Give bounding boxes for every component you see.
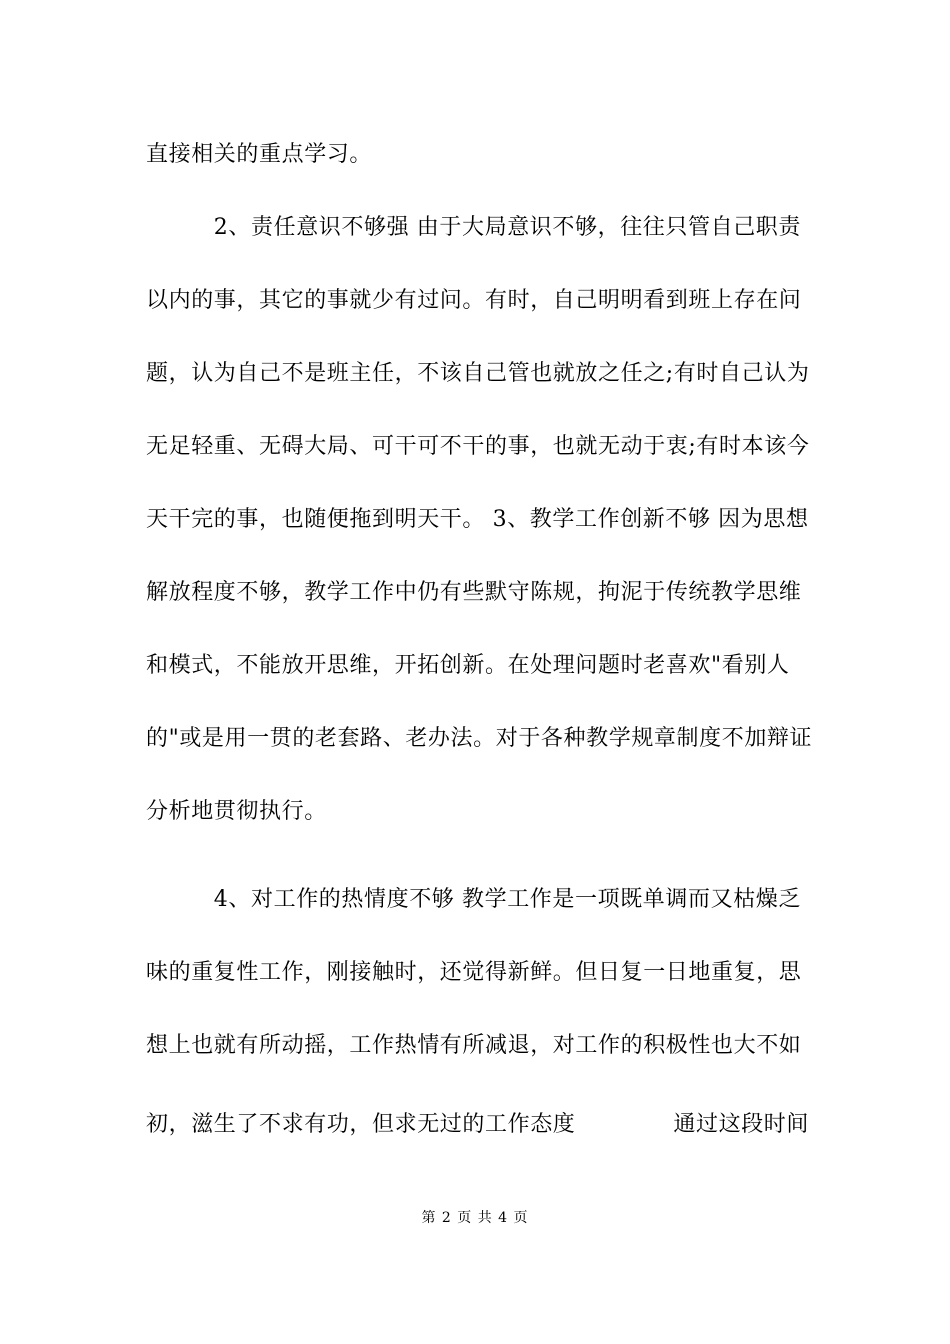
text-line: 直接相关的重点学习。: [146, 142, 373, 167]
text-line: 初，滋生了不求有功，但求无过的工作态度 通过这段时间: [146, 1112, 809, 1137]
text-line: 解放程度不够，教学工作中仍有些默守陈规，拘泥于传统教学思维: [146, 580, 802, 605]
text-line: 2、责任意识不够强 由于大局意识不够，往往只管自己职责: [146, 215, 801, 240]
text-line: 想上也就有所动摇，工作热情有所减退，对工作的积极性也大不如: [146, 1033, 802, 1058]
text-line: 无足轻重、无碍大局、可干可不干的事，也就无动于衷;有时本该今: [146, 434, 810, 459]
text-line: 4、对工作的热情度不够 教学工作是一项既单调而又枯燥乏: [146, 887, 801, 912]
text-line: 分析地贯彻执行。: [146, 799, 327, 824]
text-line: 题，认为自己不是班主任，不该自己管也就放之任之;有时自己认为: [146, 361, 810, 386]
text-line: 味的重复性工作，刚接触时，还觉得新鲜。但日复一日地重复，思: [146, 960, 802, 985]
text-line: 和模式，不能放开思维，开拓创新。在处理问题时老喜欢"看别人: [146, 653, 790, 678]
text-line: 以内的事，其它的事就少有过问。有时，自己明明看到班上存在问: [146, 288, 802, 313]
text-line: 的"或是用一贯的老套路、老办法。对于各种教学规章制度不加辩证: [146, 726, 813, 751]
text-line: 天干完的事，也随便拖到明天干。 3、教学工作创新不够 因为思想: [146, 507, 809, 532]
page-number-footer: 第 2 页 共 4 页: [421, 1210, 529, 1226]
